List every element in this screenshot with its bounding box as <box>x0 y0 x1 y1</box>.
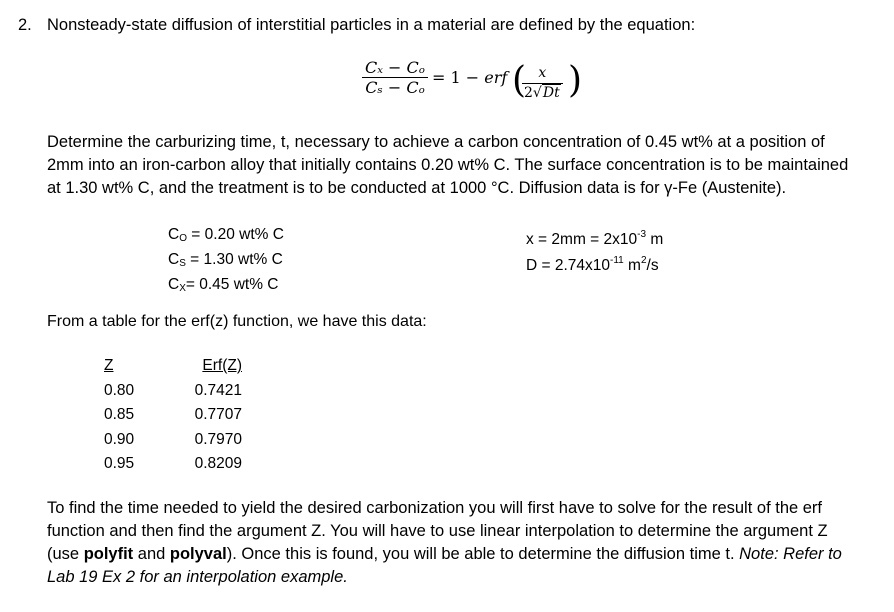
erf-table <box>104 357 242 480</box>
question-number: 2. <box>18 16 32 34</box>
erf-denominator-coefficient: 2 <box>524 85 533 101</box>
table-row <box>104 382 242 407</box>
table-row <box>104 406 242 431</box>
table-row <box>104 455 242 480</box>
polyfit-keyword: polyfit <box>83 545 134 563</box>
problem-line-1: Determine the carburizing time, t, necessary to achieve a carbon concentration of 0.45 wt% at a position of <box>47 133 825 151</box>
question-title-text: Nonsteady-state diffusion of interstitial particles in a material are defined by the equation: <box>47 16 696 34</box>
header-z: Z <box>104 357 114 374</box>
given-co: $C_O = 0.20$ wt% C <box>168 226 284 244</box>
given-cs: $C_S = 1.30$ wt% C <box>168 251 283 269</box>
z-cell: 0.90 <box>104 430 135 448</box>
equation-equals: = 1 − <box>432 68 485 87</box>
concentration-fraction <box>362 58 428 97</box>
given-position-diffusivity <box>526 224 663 276</box>
given-cx: $C_X= 0.45$ wt% C <box>168 276 279 294</box>
erf-cell: 0.7970 <box>194 430 242 448</box>
sqrt-radicand: Dt <box>542 85 560 101</box>
given-d: $D = 2.74x10^{-11}$ $m^2/s$ <box>526 255 659 274</box>
problem-statement <box>47 131 877 200</box>
polyval-keyword: polyval <box>169 545 227 563</box>
fraction-denominator: Cₛ − Cₒ <box>365 78 425 97</box>
z-cell: 0.85 <box>104 406 135 423</box>
erf-table-intro: From a table for the erf(z) function, we have this data: <box>47 313 427 330</box>
erf-cell: 0.8209 <box>194 455 242 472</box>
right-paren: ) <box>568 60 583 101</box>
erf-argument-denominator: 2√Dt <box>524 85 560 101</box>
table-row <box>104 431 242 456</box>
erf-function: erf <box>484 68 508 87</box>
left-paren: ( <box>512 60 527 101</box>
question-title <box>18 14 695 37</box>
erf-argument-numerator: x <box>538 65 547 81</box>
problem-line-2: 2mm into an iron-carbon alloy that initially contains 0.20 wt% C. The surface concentration is to be maintained <box>47 156 849 174</box>
instructions-line-4 <box>47 566 842 589</box>
note-text-continued: Lab 19 Ex 2 for an interpolation example. <box>47 568 348 586</box>
erf-cell: 0.7707 <box>194 406 242 423</box>
equation-rhs <box>432 68 507 87</box>
z-cell: 0.80 <box>104 381 135 399</box>
erf-argument-fraction <box>522 64 563 103</box>
given-x: $x = 2mm = 2x10^{-3}$ m <box>526 229 664 248</box>
instructions-line-3: (use polyfit and polyval). Once this is found, you will be able to determine the diffusion time t. Note: Refer to <box>47 545 842 563</box>
diffusion-equation <box>362 58 622 114</box>
erf-cell: 0.7421 <box>194 381 242 399</box>
instructions <box>47 497 842 589</box>
instructions-line-1: To find the time needed to yield the desired carbonization you will first have to solve for the result of the erf <box>47 499 823 517</box>
z-cell: 0.95 <box>104 455 135 472</box>
instructions-line-2: function and then find the argument Z. You will have to use linear interpolation to determine the argument Z <box>47 522 828 540</box>
header-erf: Erf(Z) <box>202 357 242 374</box>
problem-line-3: at 1.30 wt% C, and the treatment is to be conducted at 1000 °C. Diffusion data is for γ-Fe (Austenite). <box>47 179 787 197</box>
note-text: Note: Refer to <box>739 545 842 563</box>
erf-table-header <box>104 357 242 382</box>
fraction-numerator: Cₓ − Cₒ <box>365 58 425 77</box>
given-concentrations <box>168 224 284 299</box>
